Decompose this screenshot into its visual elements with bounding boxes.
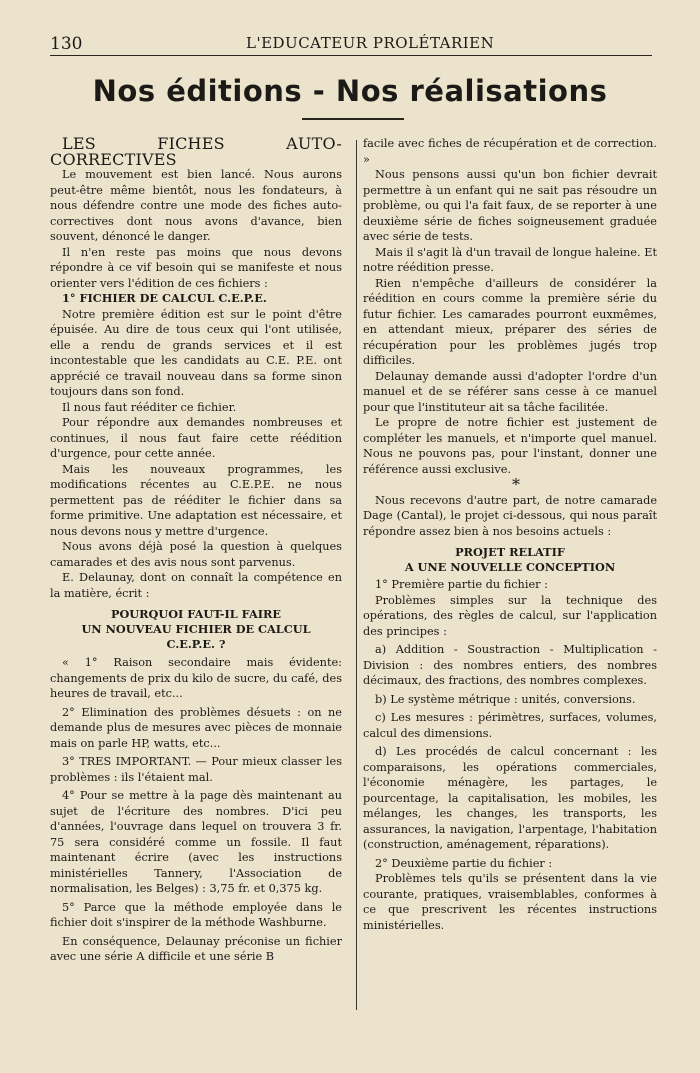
paragraph: E. Delaunay, dont on connaît la compétence en la matière, écrit : — [50, 571, 342, 600]
column-divider — [356, 140, 357, 1010]
page-title: Nos éditions - Nos réalisations — [92, 74, 608, 108]
paragraph: Nous pensons aussi qu'un bon fichier devrait permettre à un enfant qui ne sait pas résoudre un problème, ou qui l'a fait faux, de se reporter à une deuxième série de fiches soigneusement graduée avec série de tests. — [363, 168, 657, 243]
subheading-pourquoi — [50, 607, 342, 652]
right-column — [363, 136, 657, 933]
list-item: 2° Elimination des problèmes désuets : on ne demande plus de mesures avec pièces de monnaie mais on parle HP, watts, etc... — [50, 705, 342, 750]
list-item: d) Les procédés de calcul concernant : les comparaisons, les opérations commerciales, l'économie ménagère, les partages, le pourcentage, la capitalisation, les mobiles, les mélanges, les changes, les transports, les assurances, la navigation, l'arpentage, l'habitation (construction, aménagement, réparations). — [363, 745, 657, 851]
section-title: LES FICHES AUTO-CORRECTIVES — [50, 134, 342, 169]
paragraph: Delaunay demande aussi d'adopter l'ordre d'un manuel et de se référer sans cesse à ce manuel pour que l'instituteur ait sa tâche facilitée. — [363, 369, 657, 414]
subheading-line: C.E.P.E. ? — [166, 637, 226, 651]
subheading-line: POURQUOI FAUT-IL FAIRE — [110, 607, 282, 621]
subheading-line: PROJET RELATIF — [455, 545, 565, 559]
paragraph: 2° Deuxième partie du fichier : — [375, 856, 553, 870]
paragraph: Mais il s'agit là d'un travail de longue haleine. Et notre réédition presse. — [363, 245, 657, 274]
list-item: c) Les mesures : périmètres, surfaces, volumes, calcul des dimensions. — [363, 711, 657, 740]
paragraph: Nous avons déjà posé la question à quelques camarades et des avis nous sont parvenus. — [50, 540, 342, 569]
running-head: L'EDUCATEUR PROLÉTARIEN — [246, 34, 495, 52]
paragraph: Mais les nouveaux programmes, les modifications récentes au C.E.P.E. ne nous permettent pas de rééditer le fichier dans sa forme primitive. Une adaptation est nécessaire, et nous devons nous y mettre d'urgence. — [50, 462, 342, 538]
subheading-line: A UNE NOUVELLE CONCEPTION — [404, 560, 616, 574]
list-item: 3° TRES IMPORTANT. — Pour mieux classer les problèmes : ils l'étaient mal. — [50, 755, 342, 784]
paragraph: Il n'en reste pas moins que nous devons répondre à ce vif besoin qui se manifeste et nous orienter vers l'édition de ces fichiers : — [50, 245, 342, 290]
paragraph: Problèmes tels qu'ils se présentent dans la vie courante, pratiques, vraisemblables, conformes à ce que prescrivent les récentes instructions ministérielles. — [363, 872, 657, 932]
paragraph: Nous recevons d'autre part, de notre camarade Dage (Cantal), le projet ci-dessous, qui nous paraît répondre assez bien à nos besoins actuels : — [363, 493, 657, 538]
list-item: a) Addition - Soustraction - Multiplication - Division : des nombres entiers, des nombres décimaux, des fractions, des nombres complexes. — [363, 643, 657, 687]
paragraph: facile avec fiches de récupération et de correction. » — [363, 137, 657, 166]
paragraph: En conséquence, Delaunay préconise un fichier avec une série A difficile et une série B — [50, 934, 342, 963]
paragraph: Il nous faut rééditer ce fichier. — [62, 400, 237, 414]
paragraph: Notre première édition est sur le point d'être épuisée. Au dire de tous ceux qui l'ont utilisée, elle a rendu de grands services et il est incontestable que les candidats au C.E. P.E. ont apprécié ce travail nouveau dans sa forme sinon toujours dans son fond. — [50, 307, 342, 398]
paragraph: Pour répondre aux demandes nombreuses et continues, il nous faut faire cette réédition d'urgence, pour cette année. — [50, 416, 342, 460]
section-separator: * — [512, 475, 520, 494]
paragraph: Le propre de notre fichier est justement de compléter les manuels, et n'importe quel manuel. Nous ne pouvons pas, pour l'instant, donner une référence aussi exclusive. — [363, 416, 657, 476]
page-number: 130 — [50, 34, 83, 54]
list-item: « 1° Raison secondaire mais évidente: changements de prix du kilo de sucre, du café, des heures de travail, etc... — [50, 656, 342, 700]
title-underline — [302, 118, 404, 120]
paragraph: Le mouvement est bien lancé. Nous aurons peut-être même bientôt, nous les fondateurs, à nous défendre contre une mode des fiches auto-correctives dont nous avons d'avance, bien souvent, dénoncé le danger. — [50, 168, 342, 243]
paragraph: Problèmes simples sur la technique des opérations, des règles de calcul, sur l'application des principes : — [363, 593, 657, 638]
paragraph: Rien n'empêche d'ailleurs de considérer la réédition en cours comme la première série du futur fichier. Les camarades pourront euxmêmes, en attendant mieux, préparer des séries de récupération pour les problèmes jugés trop difficiles. — [363, 276, 657, 367]
list-item: 5° Parce que la méthode employée dans le fichier doit s'inspirer de la méthode Washburne. — [50, 900, 342, 929]
left-column — [50, 136, 342, 965]
subheading-projet — [363, 545, 657, 575]
paragraph: 1° Première partie du fichier : — [375, 578, 548, 591]
subheading-line: UN NOUVEAU FICHIER DE CALCUL — [81, 622, 311, 636]
list-item: 4° Pour se mettre à la page dès maintenant au sujet de l'écriture des nombres. D'ici peu d'années, l'ouvrage dans lequel on trouvera 3 fr. 75 sera considéré comme un fossile. Il faut maintenant écrire (avec les instructions ministérielles Tannery, l'Association de normalisation, les Belges) : 3,75 fr. et 0,375 kg. — [50, 789, 342, 895]
header-rule — [50, 55, 652, 56]
subheading-fichier-calcul: 1° FICHIER DE CALCUL C.E.P.E. — [62, 291, 267, 305]
list-item: b) Le système métrique : unités, conversions. — [375, 692, 636, 706]
